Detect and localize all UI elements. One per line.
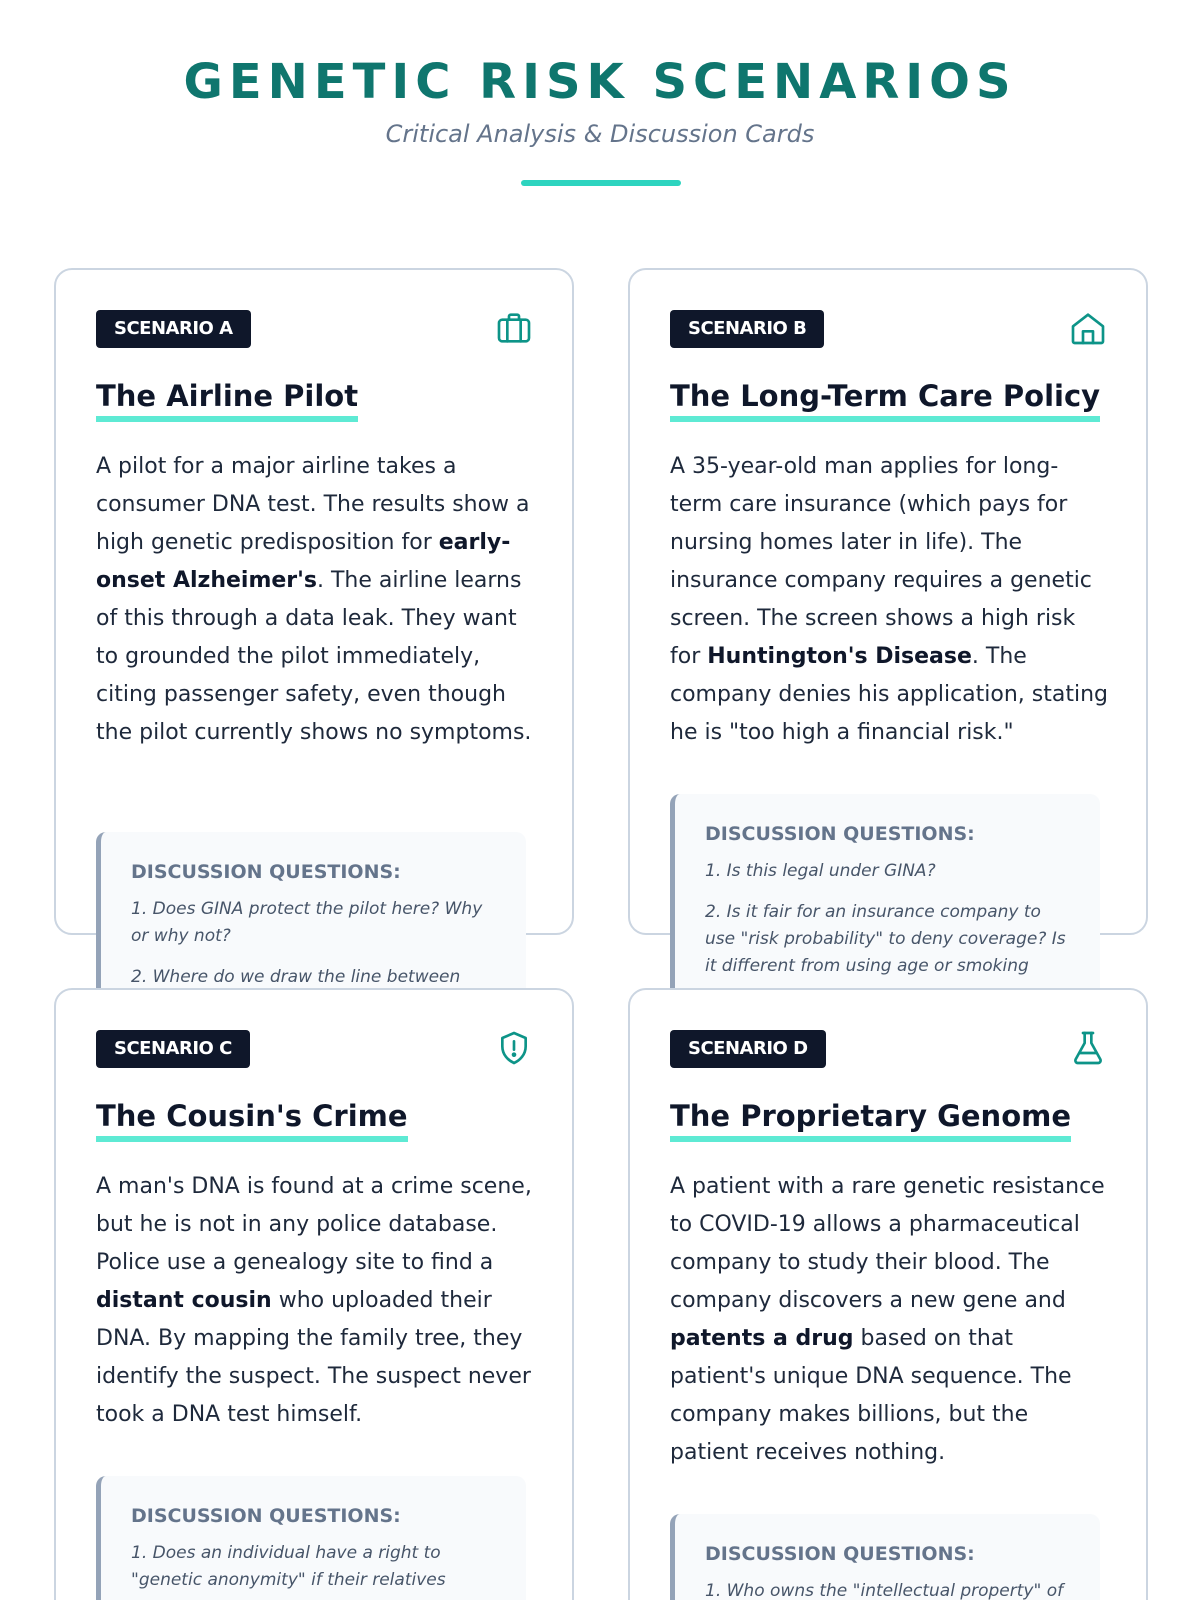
discussion-heading: DISCUSSION QUESTIONS: (131, 1505, 401, 1527)
discussion-question: 1. Does an individual have a right to "genetic anonymity" if their relatives (131, 1543, 446, 1590)
body-text-run: A man's DNA is found at a crime scene, but he is not in any police database. Police use a genealogy site to find a (96, 1174, 532, 1275)
card-b-clip (628, 268, 1148, 988)
card-title: The Cousin's Crime (96, 1096, 408, 1142)
discussion-box (670, 794, 1100, 988)
card-c-clip (54, 988, 574, 1600)
scenario-description (96, 448, 536, 752)
body-text-run: . The company denies his application, stating he is "too high a financial risk." (670, 644, 1109, 745)
title-divider (521, 180, 681, 186)
body-text-run: who uploaded their DNA. By mapping the family tree, they identify the suspect. The suspect never took a DNA test himself. (96, 1288, 531, 1427)
card-title: The Proprietary Genome (670, 1096, 1071, 1142)
emphasis-text: early-onset Alzheimer's (96, 530, 511, 593)
body-text-run: . The airline learns of this through a data leak. They want to grounded the pilot immediately, citing passenger safety, even though the pilot currently shows no symptoms. (96, 568, 532, 745)
home-icon (1068, 308, 1108, 348)
emphasis-text: distant cousin (96, 1288, 272, 1313)
flask-icon (1068, 1028, 1108, 1068)
body-text-run: based on that patient's unique DNA sequence. The company makes billions, but the patient receives nothing. (670, 1326, 1072, 1465)
discussion-box (96, 1476, 526, 1600)
discussion-box (96, 832, 526, 988)
scenario-description (96, 1168, 536, 1434)
emphasis-text: Huntington's Disease (707, 644, 972, 669)
scenario-badge: SCENARIO A (96, 310, 251, 348)
scenario-badge: SCENARIO D (670, 1030, 826, 1068)
card-title: The Long-Term Care Policy (670, 376, 1100, 422)
emphasis-text: patents a drug (670, 1326, 854, 1351)
body-text-run: A pilot for a major airline takes a consumer DNA test. The results show a high genetic predisposition for (96, 454, 530, 555)
briefcase-icon (494, 308, 534, 348)
discussion-heading: DISCUSSION QUESTIONS: (705, 1543, 975, 1565)
discussion-question: 1. Does GINA protect the pilot here? Why or why not? (131, 899, 483, 946)
discussion-heading: DISCUSSION QUESTIONS: (131, 861, 401, 883)
page-title: GENETIC RISK SCENARIOS (183, 54, 1017, 110)
discussion-question: 1. Who owns the "intellectual property" of (705, 1581, 1064, 1600)
page-subtitle: Critical Analysis & Discussion Cards (385, 120, 815, 148)
scenario-description (670, 1168, 1110, 1472)
discussion-heading: DISCUSSION QUESTIONS: (705, 823, 975, 845)
discussion-box (670, 1514, 1100, 1600)
shield-alert-icon (494, 1028, 534, 1068)
discussion-question: 1. Is this legal under GINA? (705, 861, 936, 881)
card-a-clip (54, 268, 574, 988)
discussion-question: 2. Is it fair for an insurance company to use "risk probability" to deny coverage? Is it different from using age or smoking (705, 902, 1066, 976)
scenario-badge: SCENARIO C (96, 1030, 250, 1068)
scenario-badge: SCENARIO B (670, 310, 824, 348)
scenario-description (670, 448, 1110, 752)
card-title: The Airline Pilot (96, 376, 358, 422)
card-d-clip (628, 988, 1148, 1600)
body-text-run: A 35-year-old man applies for long-term care insurance (which pays for nursing homes later in life). The insurance company requires a genetic screen. The screen shows a high risk for (670, 454, 1092, 669)
discussion-question: 2. Where do we draw the line between (131, 967, 461, 987)
body-text-run: A patient with a rare genetic resistance to COVID-19 allows a pharmaceutical company to study their blood. The company discovers a new gene and (670, 1174, 1105, 1313)
